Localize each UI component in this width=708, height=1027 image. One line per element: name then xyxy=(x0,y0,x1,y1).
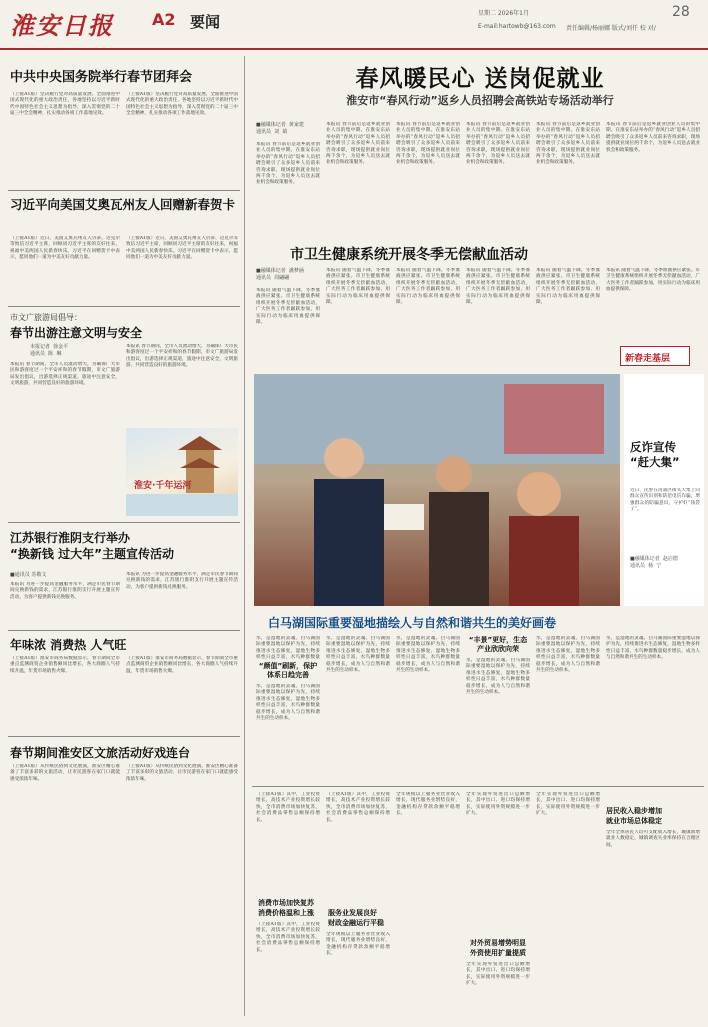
article-body: （上接A1版）从传统民俗到文化展演，淮安区精心准备了丰富多彩的文旅活动，让市民游客在家门口就能感受浓浓年味。 xyxy=(126,764,238,782)
article-body: （上接A1版）坚决履行党对高质量发展、全面推进中国式现代化的重大政治责任，各地坚持以习近平新时代中国特色社会主义思想为指导，深入贯彻党的二十届三中全会精神，扎实推动各项工作落地见效。 xyxy=(10,92,120,117)
article-body: 本报讯 随着气温下降，冬季血液供应紧张。市卫生健康系统组织开展冬季无偿献血活动，广大医务工作者踊跃参加，用实际行动为临床用血提供保障。 xyxy=(256,288,320,326)
article-body: 本报讯 随着气温下降，冬季血液供应紧张。市卫生健康系统组织开展冬季无偿献血活动，广大医务工作者踊跃参加，用实际行动为临床用血提供保障。 xyxy=(536,268,600,306)
article-body: 水，是湿地的灵魂。白马湖国际重要湿地以保护为先，持续推进水生态修复，湿地生物多样性日益丰富，水鸟种群数量 xyxy=(256,636,320,660)
newspaper-logo: 淮安日报 xyxy=(10,11,114,40)
article-body: （上接A1版）坚决履行党对高质量发展、全面推进中国式现代化的重大政治责任，各地坚持以习近平新时代中国特色社会主义思想为指导，深入贯彻党的二十届三中全会精神，扎实推动各项工作落地见效。 xyxy=(126,92,238,117)
article-body: 水，是湿地的灵魂。白马湖国际重要湿地以保护为先，持续推进水生态修复，湿地生物多样性日益丰富，水鸟种群数量稳步增长，成为人与自然和谐共生的生动样本。 xyxy=(606,636,700,661)
article-body: 全年规模以上服务业营业收入增长，现代服务业增势良好，金融机构存贷款余额平稳增长。 xyxy=(326,932,390,957)
subheading-industry: “丰景”更好，生态产业欣欣向荣 xyxy=(468,636,528,653)
promo-text: 淮安·千年运河 xyxy=(134,481,192,491)
pagoda-illustration xyxy=(126,428,238,516)
article-body: 全年实现外贸进出口总额增长，其中出口、进口均保持增长，实际使用外资规模进一步扩大。 xyxy=(536,792,600,817)
column-divider xyxy=(244,56,245,1016)
headline-huaian-culture: 春节期间淮安区文旅活动好戏连台 xyxy=(10,746,191,760)
article-body: （上接A1版）近日，美国艾奥瓦州友人贝蒂、迈克尔等致信习近平主席，回顾同习近平主席的友好往来，祝福中美两国人民新春快乐。习近平在回赠贺卡中表示，愿同他们一道为中美友好贡献力量。 xyxy=(10,236,120,261)
article-body: 本报讯 随着气温下降，冬季血液供应紧张。市卫生健康系统组织开展冬季无偿献血活动，广大医务工作者踊跃参加，用实际行动为临床用血提供保障。 xyxy=(466,268,530,306)
headline-jiangsu-bank: 江苏银行淮阴支行举办 “换新钱 过大年”主题宣传活动 xyxy=(10,531,174,561)
article-body: 全年全体居民人均可支配收入增长，城镇新增就业人数稳定，城镇调查失业率保持在合理区间。 xyxy=(606,830,700,848)
anti-fraud-photo xyxy=(254,374,620,606)
article-body: 水，是湿地的灵魂。白马湖国际重要湿地以保护为先，持续推进水生态修复，湿地生物多样性日益丰富，水鸟种群数量稳步增长，成为人与自然和谐共生的生动样本。 xyxy=(396,636,460,674)
contact-email: E-mail:hartowb@163.com xyxy=(478,23,556,30)
headline-new-year-reception: 中共中央国务院举行春节团拜会 xyxy=(10,70,193,85)
page-number: A2 xyxy=(152,10,176,29)
article-body: （上接A1版）其中，工业投资增长，高技术产业投资增长较快，全市消费市场加快复苏，社会消费品零售总额保持增长。 xyxy=(256,922,320,953)
article-body: 水，是湿地的灵魂。白马湖国际重要湿地以保护为先，持续推进水生态修复，湿地生物多样性日益丰富，水鸟种群数量稳步增长，成为人与自然和谐共生的生动样本。 xyxy=(326,636,390,674)
article-body: 水，是湿地的灵魂。白马湖国际重要湿地以保护为先，持续推进水生态修复，湿地生物多样性日益丰富，水鸟种群数量稳步增长，成为人与自然和谐共生的生动样本。 xyxy=(256,684,320,722)
headline-greeting-card: 习近平向美国艾奥瓦州友人回赠新春贺卡 xyxy=(10,197,236,212)
headline-services: 服务业发展良好 财政金融运行平稳 xyxy=(328,909,384,927)
article-body: 水，是湿地的灵魂。白马湖国际重要湿地以保护为先，持续推进水生态修复，湿地生物多样性日益丰富，水鸟种群数量稳步增长，成为人与自然和谐共生的生动样本。 xyxy=(536,636,600,674)
headline-spring-breeze: 春风暖民心 送岗促就业 xyxy=(355,66,605,92)
photo-caption: 近日，民警在清浦区街头大集上向群众宣传识别和防范电信诈骗，增强群众的防骗意识，守护好“钱袋子”。 xyxy=(630,488,700,513)
article-body: 本报讯 随着气温下降，冬季血液供应紧张。市卫生健康系统组织开展冬季无偿献血活动，广大医务工作者踊跃参加，用实际行动为临床用血提供保障。 xyxy=(326,268,390,306)
subheadline-job-fair: 淮安市“春风行动”返乡人员招聘会高铁站专场活动举行 xyxy=(346,94,614,107)
article-body: 本报讯 春节前后是返乡就业创业人员的集中期。在淮安东站举办的“春风行动”返乡人员招聘会吸引了众多返乡人员前来咨询求职，现场提供就业岗位两千余个，为返乡人员送去就业机会和政策服务。 xyxy=(606,122,700,153)
byline: ■通讯员 苏敬文 xyxy=(10,572,47,578)
headline-consumption: 消费市场加快复苏 消费价格温和上涨 xyxy=(258,899,314,917)
byline: 本报记者 徐金平 通讯员 陈 琳 xyxy=(30,344,69,357)
article-body: 水，是湿地的灵魂。白马湖国际重要湿地以保护为先，持续推进水生态修复，湿地生物多样性日益丰富，水鸟种群数量稳步增长，成为人与自然和谐共生的生动样本。 xyxy=(466,658,530,696)
edition-date: 星期二 2026年1月 xyxy=(478,10,529,17)
article-body: 本报讯 随着气温下降，冬季血液供应紧张。市卫生健康系统组织开展冬季无偿献血活动，广大医务工作者踊跃参加，用实际行动为临床用血提供保障。 xyxy=(396,268,460,306)
article-body: 本报讯 随着气温下降，冬季血液供应紧张。市卫生健康系统组织开展冬季无偿献血活动，广大医务工作者踊跃参加，用实际行动为临床用血提供保障。 xyxy=(606,268,700,293)
headline-income: 居民收入稳步增加 就业市场总体稳定 xyxy=(606,807,662,825)
headline-travel-safety: 春节出游注意文明与安全 xyxy=(10,326,143,340)
headline-wetland: 白马湖国际重要湿地描绘人与自然和谐共生的美好画卷 xyxy=(268,616,557,630)
section-title: 要闻 xyxy=(190,13,221,31)
article-body: 本报讯 为进一步提高金融服务水平，满足市民春节期间兑换新钱的需求，江苏银行淮阴支行开展主题宣传活动，为客户提供新钱兑换服务。 xyxy=(10,582,120,600)
headline-new-year-consumption: 年味浓 消费热 人气旺 xyxy=(10,638,127,652)
article-body: 全年实现外贸进出口总额增长，其中出口、进口均保持增长，实际使用外资规模进一步扩大。 xyxy=(466,962,530,987)
byline: ■融媒体记者 赵启德 通讯员 杨 宁 xyxy=(630,556,678,569)
article-body: （上接A1版）其中，工业投资增长，高技术产业投资增长较快，全市消费市场加快复苏，社会消费品零售总额保持增长。 xyxy=(326,792,390,823)
kicker: 市文广旅游局倡导： xyxy=(10,313,82,322)
article-body: 本报讯 春节前后是返乡就业创业人员的集中期。在淮安东站举办的“春风行动”返乡人员招聘会吸引了众多返乡人员前来咨询求职，现场提供就业岗位两千余个，为返乡人员送去就业机会和政策服务。 xyxy=(536,122,600,166)
headline-blood-donation: 市卫生健康系统开展冬季无偿献血活动 xyxy=(290,247,528,263)
subheading-protection: “颜值”刷新，保护体系日趋完善 xyxy=(258,662,318,679)
article-body: （上接A1版）近日，美国艾奥瓦州友人贝蒂、迈克尔等致信习近平主席，回顾同习近平主席的友好往来，祝福中美两国人民新春快乐。习近平在回赠贺卡中表示，愿同他们一道为中美友好贡献力量。 xyxy=(126,236,238,261)
article-body: 本报讯 春节期间，全市人员流动增大，为确保广大市民和游客度过一个平安祥和的春节假期，市文广旅游局发出倡议，出游选择正规渠道，旅途中注意安全，文明旅游，共同营造良好的旅游环境。 xyxy=(10,362,120,387)
article-body: 本报讯 为进一步提高金融服务水平，满足市民春节期间兑换新钱的需求，江苏银行淮阴支行开展主题宣传活动，为客户提供新钱兑换服务。 xyxy=(126,572,238,590)
article-body: （上接A1版）其中，工业投资增长，高技术产业投资增长较快，全市消费市场加快复苏，社会消费品零售总额保持增长。 xyxy=(256,792,320,823)
byline: ■融媒体记者 黄家建 通讯员 刘 婧 xyxy=(256,122,304,135)
headline-trade: 对外贸易增势明显 外资使用扩量提质 xyxy=(470,939,526,957)
byline: ■融媒体记者 潘梦涵 通讯员 周翩翩 xyxy=(256,268,304,281)
day-number: 28 xyxy=(672,4,690,20)
article-body: 本报讯 春节前后是返乡就业创业人员的集中期。在淮安东站举办的“春风行动”返乡人员招聘会吸引了众多返乡人员前来咨询求职，现场提供就业岗位两千余个，为返乡人员送去就业机会和政策服务。 xyxy=(326,122,390,166)
new-spring-label: 新春走基层 xyxy=(625,354,671,364)
new-spring-badge xyxy=(620,346,690,366)
editor-credits: 责任编辑/杨丽娜 版式/刘仟 校 对/ xyxy=(566,25,656,32)
article-body: 本报讯 春节前后是返乡就业创业人员的集中期。在淮安东站举办的“春风行动”返乡人员招聘会吸引了众多返乡人员前来咨询求职，现场提供就业岗位两千余个，为返乡人员送去就业机会和政策服务。 xyxy=(396,122,460,166)
article-body: 本报讯 春节前后是返乡就业创业人员的集中期。在淮安东站举办的“春风行动”返乡人员招聘会吸引了众多返乡人员前来咨询求职，现场提供就业岗位两千余个，为返乡人员送去就业机会和政策服务。 xyxy=(256,142,320,186)
promo-image xyxy=(126,428,238,516)
article-body: 本报讯 春节期间，全市人员流动增大，为确保广大市民和游客度过一个平安祥和的春节假期，市文广旅游局发出倡议，出游选择正规渠道，旅途中注意安全，文明旅游，共同营造良好的旅游环境。 xyxy=(126,344,238,369)
article-body: 本报讯 春节前后是返乡就业创业人员的集中期。在淮安东站举办的“春风行动”返乡人员招聘会吸引了众多返乡人员前来咨询求职，现场提供就业岗位两千余个，为返乡人员送去就业机会和政策服务。 xyxy=(466,122,530,166)
photo-headline: 反诈宣传 “赶大集” xyxy=(630,440,680,469)
article-body: 全年实现外贸进出口总额增长，其中出口、进口均保持增长，实际使用外资规模进一步扩大。 xyxy=(466,792,530,817)
market-scene xyxy=(254,374,620,606)
article-body: （上接A1版）淮安市商务局数据显示，春节期间全市重点监测商贸企业销售额同比增长，各大商圈人气持续升温，年货市场销售火爆。 xyxy=(10,656,120,674)
article-body: 全年规模以上服务业营业收入增长，现代服务业增势良好，金融机构存贷款余额平稳增长。 xyxy=(396,792,460,817)
article-body: （上接A1版）从传统民俗到文化展演，淮安区精心准备了丰富多彩的文旅活动，让市民游客在家门口就能感受浓浓年味。 xyxy=(10,764,120,782)
article-body: （上接A1版）淮安市商务局数据显示，春节期间全市重点监测商贸企业销售额同比增长，各大商圈人气持续升温，年货市场销售火爆。 xyxy=(126,656,238,674)
